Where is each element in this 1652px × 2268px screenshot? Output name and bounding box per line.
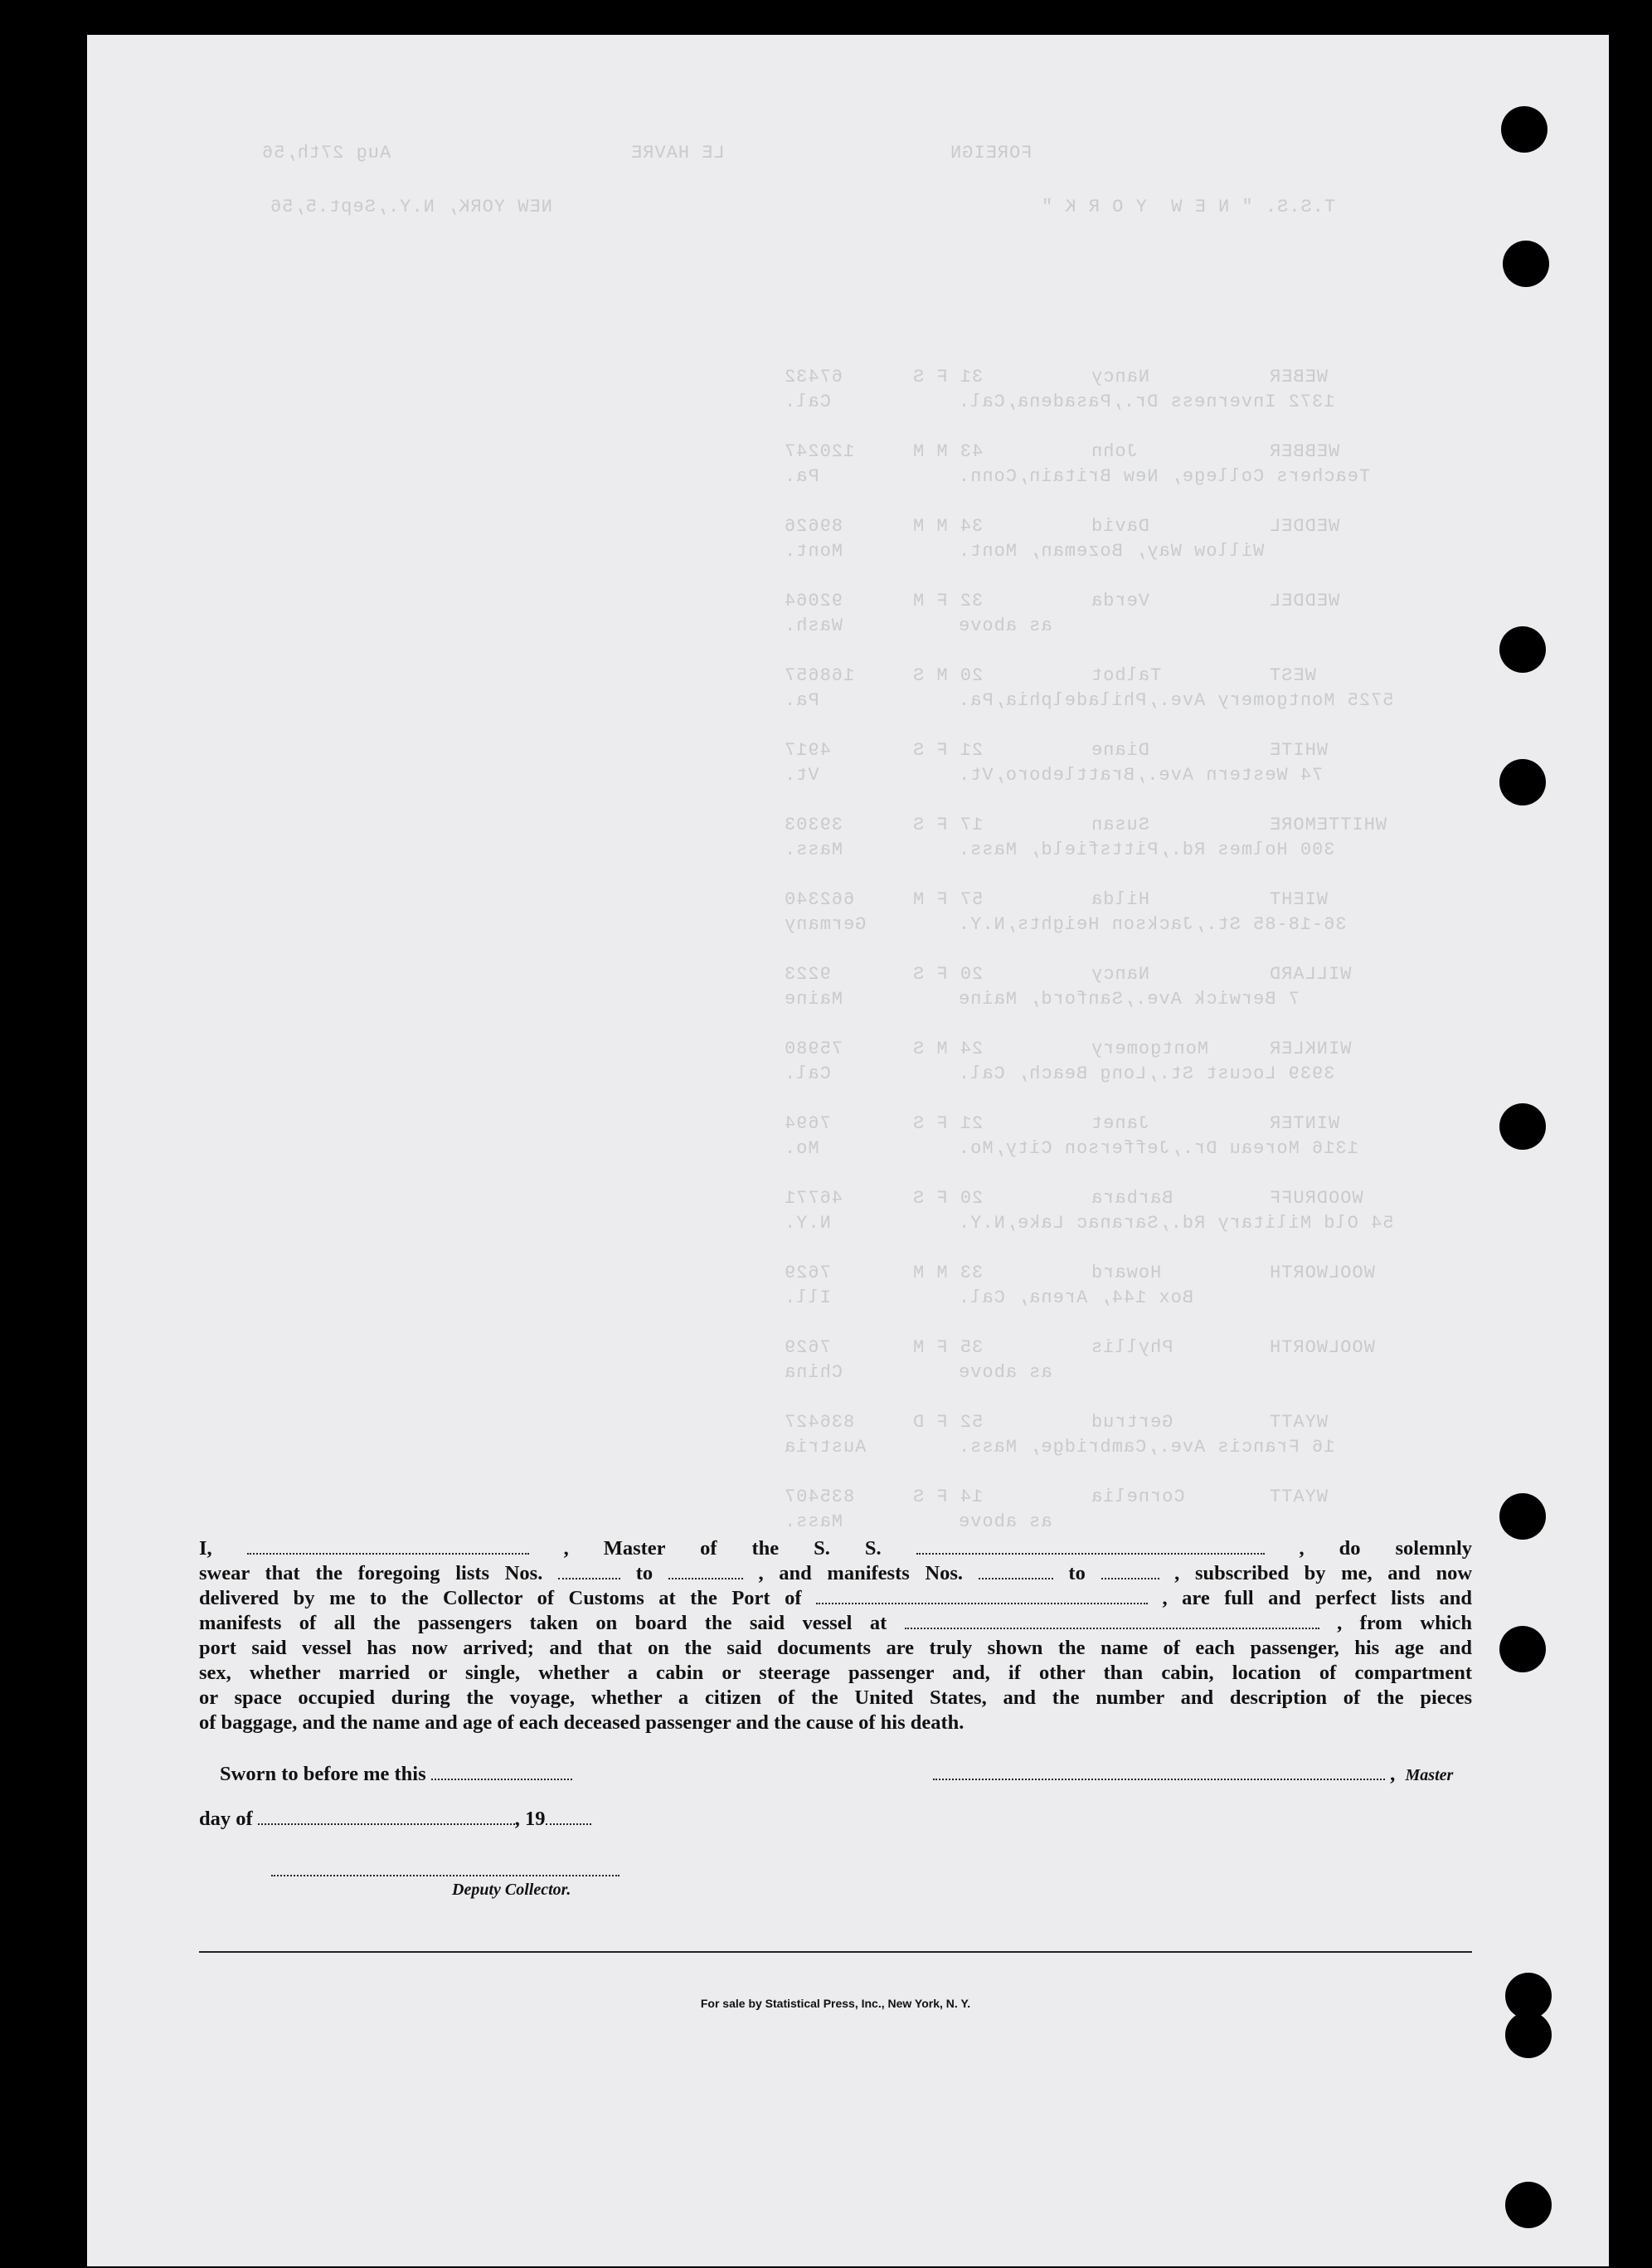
bleed-given: Hilda <box>1091 889 1150 910</box>
deputy-collector-label: Deputy Collector. <box>452 1881 571 1899</box>
bleed-given: Diane <box>1091 740 1150 761</box>
bleed-given: Barbara <box>1091 1188 1173 1209</box>
bleed-given: Talbot <box>1091 665 1162 686</box>
oath-l3-b: , are full and perfect lists and <box>1162 1587 1472 1609</box>
blank-year <box>546 1808 591 1825</box>
bleed-no: 9223 <box>784 964 831 985</box>
bleed-info: 20 M S <box>912 665 984 686</box>
oath-l4-b: , from which <box>1337 1612 1472 1634</box>
bleed-no: 7629 <box>784 1337 831 1358</box>
bleed-addr: 7 Berwick Ave.,Sanford, Maine <box>958 989 1300 1010</box>
bleed-given: Verda <box>1091 591 1150 611</box>
bleed-name: WEST <box>1269 665 1316 686</box>
bleed-state: Mont. <box>784 541 843 562</box>
master-label: Master <box>1405 1766 1454 1784</box>
blank-manifest-from <box>979 1563 1053 1579</box>
bleed-name: WHITE <box>1269 740 1329 761</box>
bleed-header-arrival: NEW YORK, N.Y.,Sept.5,56 <box>270 197 552 217</box>
punch-hole <box>1499 1626 1546 1672</box>
oath-l2-e: , subscribed by me, and now <box>1174 1562 1473 1584</box>
bleed-given: Nancy <box>1091 367 1150 387</box>
bleed-given: Susan <box>1091 815 1150 835</box>
bleed-given: Howard <box>1091 1263 1162 1283</box>
blank-port <box>816 1588 1148 1604</box>
footer-rule <box>199 1951 1472 1953</box>
bleed-given: John <box>1091 441 1138 462</box>
punch-hole <box>1505 2012 1552 2058</box>
oath-l1-b: , Master of the S. S. <box>563 1537 882 1560</box>
bleed-state: Mass. <box>784 1511 843 1532</box>
bleed-info: 43 M M <box>912 441 984 462</box>
bleed-no: 39303 <box>784 815 843 835</box>
bleed-header-origin: FOREIGN <box>950 143 1032 163</box>
bleed-no: 92064 <box>784 591 843 611</box>
bleed-no: 46771 <box>784 1188 843 1209</box>
blank-list-to <box>668 1563 743 1579</box>
day-of-label: day of <box>199 1808 253 1830</box>
blank-departure-port <box>905 1613 1319 1629</box>
bleed-given: Gertrud <box>1091 1412 1173 1433</box>
bleed-addr: 74 Western Ave.,Brattleboro,Vt. <box>958 765 1324 786</box>
bleed-no: 4917 <box>784 740 831 761</box>
bleed-no: 67432 <box>784 367 843 387</box>
punch-hole <box>1499 1493 1546 1540</box>
bleed-no: 836427 <box>784 1412 855 1433</box>
bleed-no: 7629 <box>784 1263 831 1283</box>
bleed-addr: Box 144, Arena, Cal. <box>958 1287 1194 1308</box>
bleed-no: 75980 <box>784 1039 843 1059</box>
bleed-state: Cal. <box>784 1063 831 1084</box>
bleed-addr: 5725 Montgomery Ave.,Philadelphia,Pa. <box>958 690 1394 711</box>
oath-line-2 <box>199 1561 1472 1586</box>
blank-vessel-name <box>916 1538 1265 1555</box>
oath-l2-c: , and manifests Nos. <box>758 1562 964 1584</box>
bleed-name: WYATT <box>1269 1487 1329 1507</box>
bleed-info: 17 F S <box>912 815 984 835</box>
oath-line-3 <box>199 1586 1472 1611</box>
bleed-name: WINTER <box>1269 1113 1340 1134</box>
bleed-name: WILLARD <box>1269 964 1352 985</box>
bleed-given: Cornelia <box>1091 1487 1185 1507</box>
printer-credit: For sale by Statistical Press, Inc., New York, N. Y. <box>700 1997 971 2010</box>
manifest-page <box>87 35 1609 2266</box>
blank-sworn-day <box>431 1764 572 1780</box>
bleed-info: 31 F S <box>912 367 984 387</box>
bleed-info: 33 M M <box>912 1263 984 1283</box>
blank-manifest-to <box>1101 1563 1159 1579</box>
oath-l2-d: to <box>1068 1562 1086 1584</box>
bleed-addr: 54 Old Military Rd.,Saranac Lake,N.Y. <box>958 1213 1394 1234</box>
oath-line-1 <box>199 1536 1472 1561</box>
bleed-state: Pa. <box>784 690 819 711</box>
bleed-name: WIEHT <box>1269 889 1329 910</box>
bleed-header-date: Aug 27th,56 <box>261 143 391 163</box>
bleed-state: Mo. <box>784 1138 819 1159</box>
oath-line-8: of baggage, and the name and age of each deceased passenger and the cause of his death. <box>199 1711 964 1734</box>
blank-month <box>258 1808 515 1825</box>
bleed-addr: 1316 Moreau Dr.,Jefferson City,Mo. <box>958 1138 1358 1159</box>
bleed-no: 120247 <box>784 441 855 462</box>
bleed-state: Maine <box>784 989 843 1010</box>
bleed-addr: 1372 Inverness Dr.,Pasadena,Cal. <box>958 392 1335 412</box>
bleed-info: 52 F D <box>912 1412 984 1433</box>
oath-l2-a: swear that the foregoing lists Nos. <box>199 1562 543 1584</box>
bleed-state: China <box>784 1362 843 1383</box>
punch-hole <box>1503 241 1549 287</box>
bleed-info: 21 F S <box>912 740 984 761</box>
bleed-no: 7694 <box>784 1113 831 1134</box>
bleed-no: 662340 <box>784 889 855 910</box>
punch-hole <box>1499 759 1546 805</box>
bleed-given: Nancy <box>1091 964 1150 985</box>
bleed-state: Cal. <box>784 392 831 412</box>
oath-line-6: sex, whether married or single, whether a cabin or steerage passenger and, if other than cabin, location of compartment <box>199 1662 1472 1684</box>
bleed-name: WHITTEMORE <box>1269 815 1387 835</box>
bleed-state: Vt. <box>784 765 819 786</box>
bleed-given: David <box>1091 516 1150 537</box>
bleed-no: 89626 <box>784 516 843 537</box>
sworn-line <box>220 1763 572 1786</box>
bleed-info: 57 F M <box>912 889 984 910</box>
bleed-addr: Teachers College, New Britain,Conn. <box>958 466 1371 487</box>
bleed-info: 20 F S <box>912 964 984 985</box>
punch-hole <box>1505 2182 1552 2228</box>
bleed-addr: as above <box>958 1511 1052 1532</box>
bleed-state: Ill. <box>784 1287 831 1308</box>
bleed-addr: 300 Holmes Rd.,Pittsfield, Mass. <box>958 840 1335 860</box>
bleed-given: Janet <box>1091 1113 1150 1134</box>
bleed-no: 168657 <box>784 665 855 686</box>
bleed-info: 14 F S <box>912 1487 984 1507</box>
oath-l4-a: manifests of all the passengers taken on board the said vessel at <box>199 1612 887 1634</box>
bleed-info: 32 F M <box>912 591 984 611</box>
oath-line-5: port said vessel has now arrived; and that on the said documents are truly shown the name of each passenger, his age and <box>199 1637 1472 1659</box>
bleed-name: WEDDEL <box>1269 516 1340 537</box>
bleed-addr: 3939 Locust St.,Long Beach, Cal. <box>958 1063 1335 1084</box>
bleed-state: Germany <box>784 914 867 935</box>
oath-line-4 <box>199 1611 1472 1636</box>
bleed-addr: Willow Way, Bozeman, Mont. <box>958 541 1265 562</box>
blank-list-from <box>558 1563 620 1579</box>
bleed-addr: as above <box>958 616 1052 636</box>
oath-line-7: or space occupied during the voyage, whether a citizen of the United States, and the number and description of the pieces <box>199 1686 1472 1709</box>
bleed-state: Wash. <box>784 616 843 636</box>
oath-l2-b: to <box>635 1562 654 1584</box>
bleed-state: Pa. <box>784 466 819 487</box>
year-label: , 19 <box>514 1808 546 1830</box>
bleed-state: N.Y. <box>784 1213 831 1234</box>
bleed-name: WEDDEL <box>1269 591 1340 611</box>
master-signature-line: , Master <box>933 1763 1453 1786</box>
bleed-header-port: LE HAVRE <box>630 143 725 163</box>
bleed-info: 24 M S <box>912 1039 984 1059</box>
deputy-signature-line <box>271 1875 620 1876</box>
bleed-name: WOODRUFF <box>1269 1188 1363 1209</box>
bleed-state: Mass. <box>784 840 843 860</box>
bleed-addr: as above <box>958 1362 1052 1383</box>
bleed-info: 20 F S <box>912 1188 984 1209</box>
bleed-info: 35 F M <box>912 1337 984 1358</box>
oath-l1-a: I, <box>199 1537 212 1560</box>
oath-text <box>199 1536 1472 1735</box>
sworn-label: Sworn to before me this <box>220 1763 426 1785</box>
oath-l1-c: , do solemnly <box>1299 1537 1473 1560</box>
bleed-given: Phyllis <box>1091 1337 1173 1358</box>
blank-master-name <box>247 1538 529 1555</box>
bleed-info: 21 F S <box>912 1113 984 1134</box>
bleed-given: Montgomery <box>1091 1039 1209 1059</box>
oath-l3-a: delivered by me to the Collector of Customs at the Port of <box>199 1587 802 1609</box>
blank-master-signature <box>933 1764 1385 1780</box>
bleed-addr: 36-18-85 St.,Jackson Heights,N.Y. <box>958 914 1347 935</box>
bleed-no: 835407 <box>784 1487 855 1507</box>
bleed-name: WYATT <box>1269 1412 1329 1433</box>
bleed-header-vessel: T.S.S. " N E W Y O R K " <box>1041 197 1336 217</box>
punch-hole <box>1501 106 1548 153</box>
bleed-name: WEBER <box>1269 367 1329 387</box>
bleed-addr: 16 Francis Ave.,Cambridge, Mass. <box>958 1437 1335 1458</box>
bleed-name: WINKLER <box>1269 1039 1352 1059</box>
punch-hole <box>1499 1103 1546 1150</box>
bleed-name: WOOLWORTH <box>1269 1337 1375 1358</box>
bleed-state: Austria <box>784 1437 867 1458</box>
day-of-line <box>199 1808 591 1831</box>
bleed-name: WOOLWORTH <box>1269 1263 1375 1283</box>
bleed-info: 34 M M <box>912 516 984 537</box>
punch-hole <box>1499 626 1546 673</box>
bleed-name: WEBBER <box>1269 441 1340 462</box>
